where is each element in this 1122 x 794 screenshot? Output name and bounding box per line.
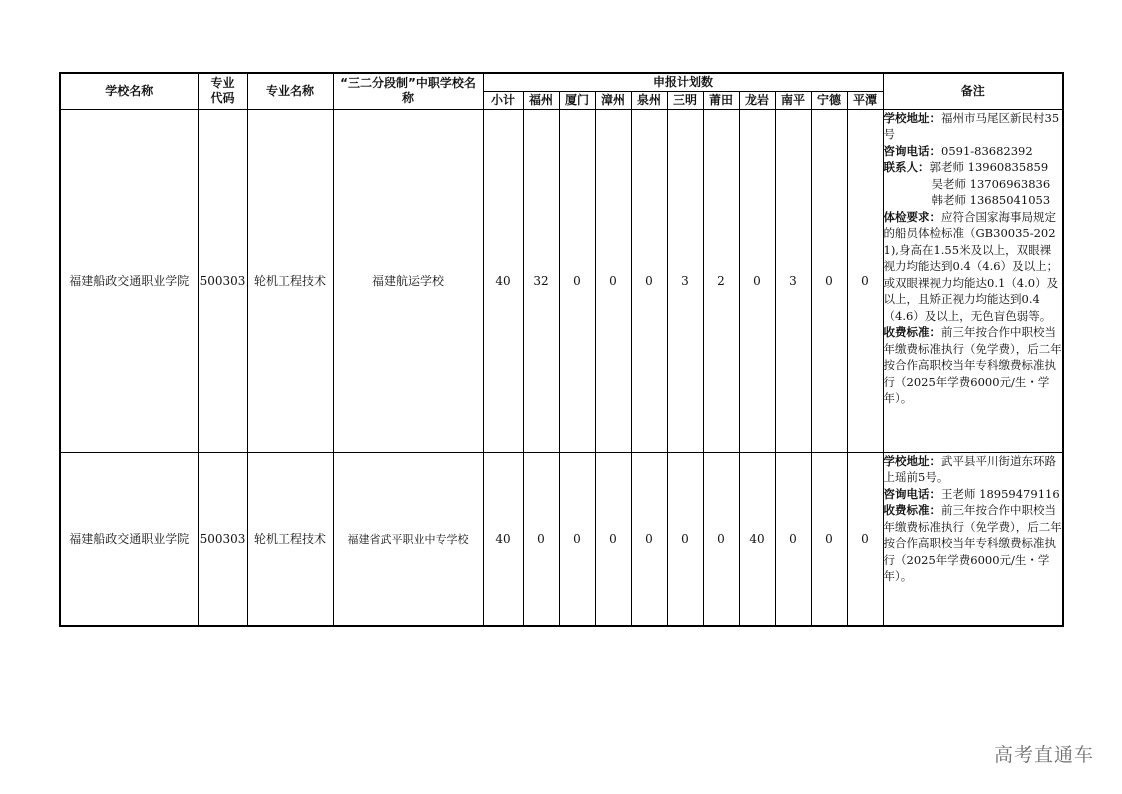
remark-phone	[884, 486, 1063, 503]
enrollment-plan-table	[59, 72, 1064, 627]
cell-quanzhou: 0	[631, 109, 667, 452]
header-remarks: 备注	[883, 73, 1063, 109]
cell-subtotal: 40	[483, 109, 523, 452]
cell-nanping: 3	[775, 109, 811, 452]
remark-address-value: 武平县平川街道东环路上瑶前5号。	[883, 453, 1056, 484]
cell-nanping: 0	[775, 452, 811, 626]
remark-phone	[884, 143, 1063, 160]
cell-pingtan: 0	[847, 109, 883, 452]
remark-address-label: 学校地址：	[883, 110, 941, 125]
cell-remarks	[883, 452, 1063, 626]
remark-fee-value: 前三年按合作中职校当年缴费标准执行（免学费），后二年按合作高职校当年专科缴费标准执行（2025年学费6000元/生・学年）。	[883, 325, 1062, 405]
header-partner-school: “三二分段制”中职学校名称	[333, 73, 483, 109]
remark-physical-exam	[884, 209, 1063, 325]
remark-address-value: 福州市马尾区新民村35号	[883, 110, 1060, 141]
remark-contact-label: 联系人：	[883, 160, 930, 174]
header-city-zhangzhou: 漳州	[595, 91, 631, 109]
cell-zhangzhou: 0	[595, 109, 631, 452]
header-major-code: 专业 代码	[198, 73, 247, 109]
cell-partner-school: 福建航运学校	[333, 109, 483, 452]
cell-putian: 0	[703, 452, 739, 626]
remark-fees	[884, 324, 1063, 407]
cell-xiamen: 0	[559, 452, 595, 626]
cell-major-code: 500303	[198, 452, 247, 626]
header-school-name: 学校名称	[60, 73, 198, 109]
remark-address	[884, 110, 1063, 143]
remark-exam-value: 应符合国家海事局规定的船员体检标准（GB30035-2021),身高在1.55米及以上，双眼裸视力均能达到0.4（4.6）及以上；或双眼裸视力均能达0.1（4.0）及以上，且矫正视力均能达到0.4（4.6）及以上，无色盲色弱等。	[883, 209, 1059, 323]
header-city-fuzhou: 福州	[523, 91, 559, 109]
cell-major-code: 500303	[198, 109, 247, 452]
cell-school-name: 福建船政交通职业学院	[60, 109, 198, 452]
remark-contact-2: 吴老师 13706963836	[931, 176, 1051, 191]
remark-fee-label: 收费标准：	[883, 503, 941, 517]
remark-contacts	[884, 159, 1063, 209]
remark-fees	[884, 502, 1063, 585]
header-city-xiamen: 厦门	[559, 91, 595, 109]
cell-xiamen: 0	[559, 109, 595, 452]
cell-longyan: 40	[739, 452, 775, 626]
header-plan-count: 申报计划数	[483, 73, 883, 91]
header-city-longyan: 龙岩	[739, 91, 775, 109]
cell-ningde: 0	[811, 109, 847, 452]
remark-address-label: 学校地址：	[883, 453, 941, 468]
remark-address	[884, 453, 1063, 486]
cell-fuzhou: 0	[523, 452, 559, 626]
remark-fee-label: 收费标准：	[883, 325, 941, 339]
cell-zhangzhou: 0	[595, 452, 631, 626]
remark-phone-value: 王老师 18959479116	[941, 486, 1060, 501]
table-row	[60, 109, 1063, 452]
cell-major-name: 轮机工程技术	[247, 452, 333, 626]
header-major-name: 专业名称	[247, 73, 333, 109]
header-city-quanzhou: 泉州	[631, 91, 667, 109]
cell-quanzhou: 0	[631, 452, 667, 626]
cell-longyan: 0	[739, 109, 775, 452]
table-row	[60, 452, 1063, 626]
cell-remarks	[883, 109, 1063, 452]
remark-contact-3: 韩老师 13685041053	[931, 193, 1051, 207]
cell-ningde: 0	[811, 452, 847, 626]
cell-partner-school: 福建省武平职业中专学校	[333, 452, 483, 626]
cell-subtotal: 40	[483, 452, 523, 626]
remark-exam-label: 体检要求：	[883, 209, 941, 224]
cell-putian: 2	[703, 109, 739, 452]
cell-school-name: 福建船政交通职业学院	[60, 452, 198, 626]
remark-phone-label: 咨询电话：	[883, 486, 941, 501]
watermark-text: 高考直通车	[993, 744, 1094, 766]
header-city-sanming: 三明	[667, 91, 703, 109]
cell-pingtan: 0	[847, 452, 883, 626]
cell-fuzhou: 32	[523, 109, 559, 452]
header-city-putian: 莆田	[703, 91, 739, 109]
header-city-nanping: 南平	[775, 91, 811, 109]
cell-sanming: 0	[667, 452, 703, 626]
cell-sanming: 3	[667, 109, 703, 452]
header-subtotal: 小计	[483, 91, 523, 109]
remark-phone-value: 0591-83682392	[941, 143, 1033, 158]
cell-major-name: 轮机工程技术	[247, 109, 333, 452]
remark-contact-1: 郭老师 13960835859	[929, 160, 1049, 174]
header-city-ningde: 宁德	[811, 91, 847, 109]
header-city-pingtan: 平潭	[847, 91, 883, 109]
remark-fee-value: 前三年按合作中职校当年缴费标准执行（免学费），后二年按合作高职校当年专科缴费标准执行（2025年学费6000元/生・学年）。	[883, 503, 1062, 583]
remark-phone-label: 咨询电话：	[883, 143, 941, 158]
